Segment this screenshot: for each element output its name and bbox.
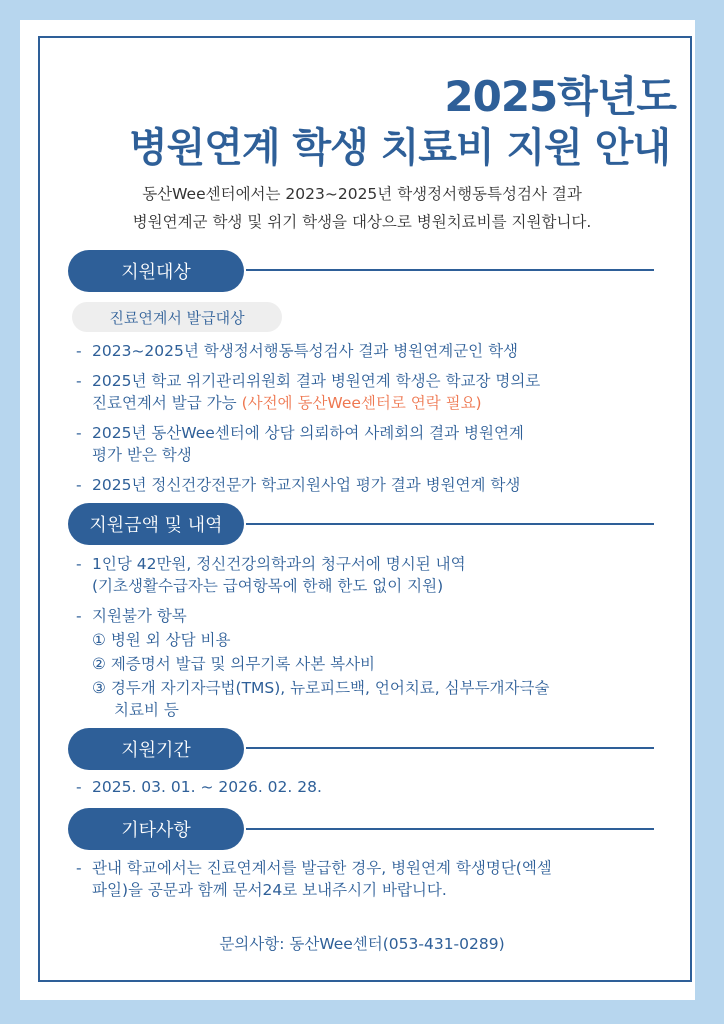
sub-item: ① 병원 외 상담 비용 [92, 631, 231, 649]
title-year: 2025학년도 [444, 72, 676, 121]
highlight-note: (사전에 동산Wee센터로 연락 필요) [241, 394, 482, 412]
section-divider-amount [246, 523, 654, 525]
list-item: - 1인당 42만원, 정신건강의학과의 청구서에 명시된 내역 [76, 555, 466, 573]
list-item: - 관내 학교에서는 진료연계서를 발급한 경우, 병원연계 학생명단(엑셀 [76, 859, 552, 877]
list-item: - 2023~2025년 학생정서행동특성검사 결과 병원연계군인 학생 [76, 342, 519, 360]
list-item: - 2025년 동산Wee센터에 상담 의뢰하여 사례회의 결과 병원연계 [76, 424, 524, 442]
section-header-other: 기타사항 [68, 808, 244, 850]
intro-line-2: 병원연계군 학생 및 위기 학생을 대상으로 병원치료비를 지원합니다. [132, 213, 592, 231]
section-divider-other [246, 828, 654, 830]
sub-item: ③ 경두개 자기자극법(TMS), 뉴로피드백, 언어치료, 심부두개자극술 [92, 679, 550, 697]
sub-item-continued: 치료비 등 [114, 701, 179, 719]
list-item: - 2025년 정신건강전문가 학교지원사업 평가 결과 병원연계 학생 [76, 476, 521, 494]
list-item-continued: 평가 받은 학생 [92, 446, 192, 464]
list-item: - 2025. 03. 01. ~ 2026. 02. 28. [76, 778, 322, 796]
section-header-target: 지원대상 [68, 250, 244, 292]
intro-line-1: 동산Wee센터에서는 2023~2025년 학생정서행동특성검사 결과 [142, 185, 582, 203]
section-divider-target [246, 269, 654, 271]
section-divider-period [246, 747, 654, 749]
section-header-period: 지원기간 [68, 728, 244, 770]
list-item-continued: 진료연계서 발급 가능 (사전에 동산Wee센터로 연락 필요) [92, 394, 482, 412]
contact-info: 문의사항: 동산Wee센터(053-431-0289) [219, 935, 505, 953]
sub-item: ② 제증명서 발급 및 의무기록 사본 복사비 [92, 655, 376, 673]
page-title: 병원연계 학생 치료비 지원 안내 [128, 125, 670, 171]
list-item-continued: 파일)을 공문과 함께 문서24로 보내주시기 바랍니다. [92, 881, 447, 899]
list-item: - 지원불가 항목 [76, 607, 187, 625]
list-item-continued: (기초생활수급자는 급여항목에 한해 한도 없이 지원) [92, 577, 444, 595]
section-header-amount: 지원금액 및 내역 [68, 503, 244, 545]
section-subheader-target: 진료연계서 발급대상 [72, 302, 282, 332]
list-item: - 2025년 학교 위기관리위원회 결과 병원연계 학생은 학교장 명의로 [76, 372, 541, 390]
